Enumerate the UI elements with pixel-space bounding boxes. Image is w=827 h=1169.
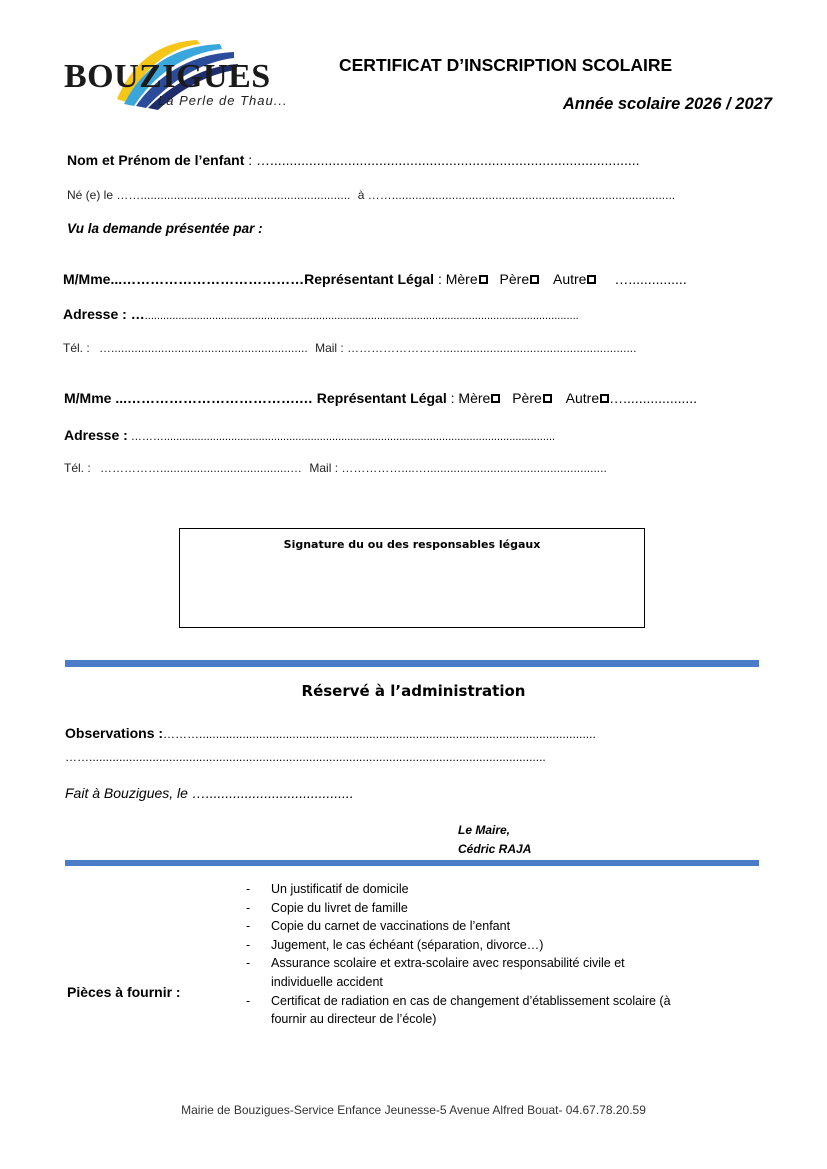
representative-1-row[interactable] (63, 272, 687, 286)
tel-label: Tél. : (64, 461, 91, 475)
mail-dots: ……………....…...................................................... (341, 461, 607, 475)
admin-title: Réservé à l’administration (301, 682, 526, 700)
mm-dots: ...……………………………….… (111, 390, 313, 406)
child-name-label: Nom et Prénom de l’enfant (67, 152, 245, 168)
tel-dots: …........................................................... (99, 341, 308, 355)
tel-label: Tél. : (63, 341, 90, 355)
school-year: Année scolaire 2026 / 2027 (562, 95, 772, 113)
done-at: Fait à Bouzigues, le …...................................... (65, 785, 354, 801)
checkbox-mere[interactable] (479, 275, 488, 284)
mayor-title: Le Maire, (458, 823, 511, 837)
other-dots: …............... (614, 271, 687, 287)
legal-rep-label: Représentant Légal (304, 271, 435, 287)
option-autre-label: Autre (565, 390, 600, 406)
contact-2-row[interactable] (64, 462, 607, 474)
option-pere-label: Père (512, 390, 542, 406)
birth-label: Né (e) le (67, 188, 114, 202)
checkbox-mere[interactable] (491, 394, 500, 403)
section-divider-2 (65, 860, 759, 866)
document-item: - Copie du livret de famille (244, 899, 704, 918)
option-mere-label: Mère (445, 271, 478, 287)
address-1-field[interactable] (63, 307, 579, 322)
colon: : (434, 271, 446, 287)
address-label: Adresse : (64, 427, 128, 443)
address-dots: .............................................................................................................................................. (144, 310, 579, 322)
request-label: Vu la demande présentée par : (67, 221, 263, 236)
birth-field[interactable] (67, 189, 675, 201)
mayor-name: Cédric RAJA (458, 842, 532, 856)
child-name-field[interactable] (67, 153, 640, 167)
colon: : (446, 390, 459, 406)
child-name-dots: : …............................................................................................... (244, 152, 640, 168)
documents-label: Pièces à fournir : (67, 984, 181, 1000)
other-dots: …................... (609, 390, 698, 406)
address-label: Adresse : … (63, 306, 145, 322)
observations-dots-2: ……......................................................................................................................................... (65, 750, 546, 764)
section-divider (65, 660, 759, 667)
signature-label: Signature du ou des responsables légaux (283, 538, 541, 551)
mail-label: Mail : (315, 341, 344, 355)
checkbox-pere[interactable] (530, 275, 539, 284)
document-item: - Certificat de radiation en cas de changement d’établissement scolaire (à fournir au directeur de l’école) (244, 992, 671, 1029)
signature-box[interactable] (179, 528, 645, 628)
legal-rep-label: Représentant Légal (316, 390, 447, 406)
checkbox-autre[interactable] (587, 275, 596, 284)
document-item: - Copie du carnet de vaccinations de l’enfant (244, 917, 704, 936)
checkbox-autre[interactable] (600, 394, 609, 403)
document-item: - Jugement, le cas échéant (séparation, divorce…) (244, 936, 704, 955)
observations-label: Observations : (65, 725, 164, 741)
checkbox-pere[interactable] (543, 394, 552, 403)
birthplace-label: à (357, 188, 365, 202)
option-autre-label: Autre (553, 271, 587, 287)
bouzigues-logo (62, 34, 294, 114)
logo-tagline: La Perle de Thau... (158, 93, 288, 108)
observations-dots: ………....................................................................................................................... (163, 727, 596, 741)
documents-list (244, 880, 704, 1029)
document-item: - Assurance scolaire et extra-scolaire avec responsabilité civile et individuelle accident (244, 954, 671, 991)
footer: Mairie de Bouzigues-Service Enfance Jeunesse-5 Avenue Alfred Bouat- 04.67.78.20.59 (181, 1103, 646, 1117)
mm-label: M/Mme (63, 271, 111, 287)
mm-label: M/Mme (64, 390, 112, 406)
logo-name: BOUZIGUES (64, 58, 271, 95)
option-pere-label: Père (499, 271, 530, 287)
address-dots: ………................................................................................................................................ (127, 431, 556, 443)
mm-dots: ...………………………………… (110, 271, 305, 287)
document-item: - Un justificatif de domicile (244, 880, 704, 899)
tel-dots: …………….......................................… (100, 461, 303, 475)
address-2-field[interactable] (64, 428, 555, 443)
observations-field[interactable] (65, 726, 596, 740)
birthplace-dots: ……..................................................................................... (364, 188, 676, 202)
mail-label: Mail : (309, 461, 339, 475)
mail-dots: …………………….......................................................... (347, 341, 637, 355)
representative-2-row[interactable] (64, 391, 697, 405)
option-mere-label: Mère (458, 390, 491, 406)
page-title: CERTIFICAT D’INSCRIPTION SCOLAIRE (339, 55, 673, 75)
birth-dots: ……............................................................... (113, 188, 351, 202)
contact-1-row[interactable] (63, 342, 636, 354)
